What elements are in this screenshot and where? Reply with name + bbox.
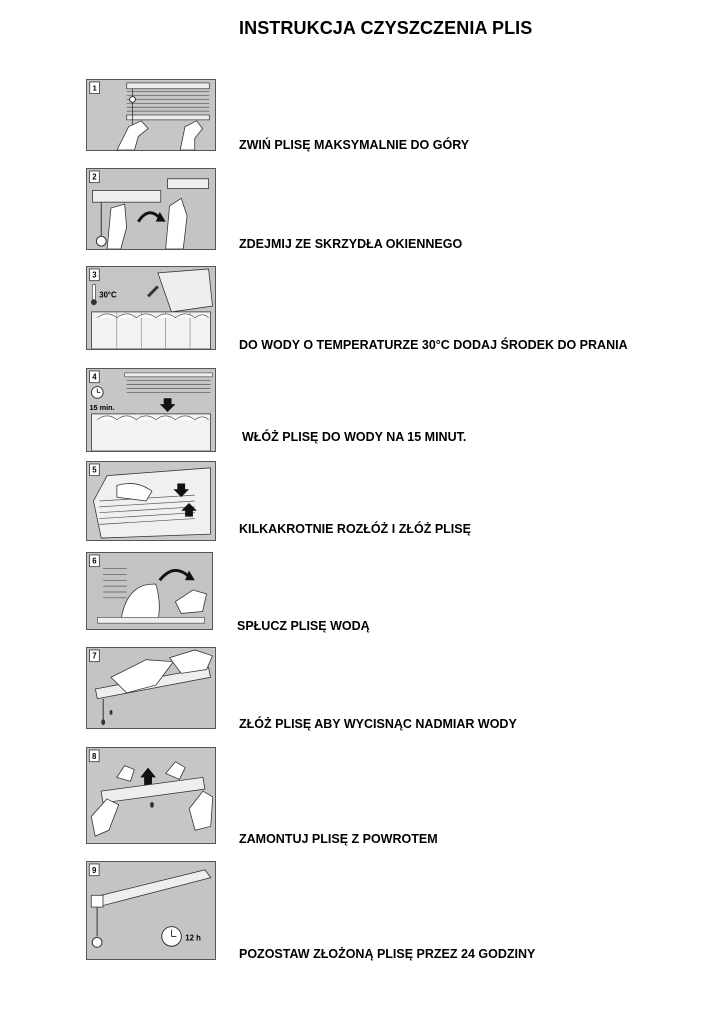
step-number: 6 <box>92 556 97 566</box>
step-1-text: ZWIŃ PLISĘ MAKSYMALNIE DO GÓRY <box>239 138 470 152</box>
step-2-text: ZDEJMIJ ZE SKRZYDŁA OKIENNEGO <box>239 237 463 251</box>
step-8-text: ZAMONTUJ PLISĘ Z POWROTEM <box>239 832 438 846</box>
clock-icon <box>91 387 103 399</box>
page-title: INSTRUKCJA CZYSZCZENIA PLIS <box>239 18 533 38</box>
step-number: 9 <box>91 865 97 875</box>
soak-blind-illustration <box>87 369 215 451</box>
step-6-illustration <box>86 552 213 630</box>
step-5-illustration <box>86 461 216 541</box>
step-1-illustration <box>86 79 216 151</box>
dry-folded-illustration <box>87 862 215 959</box>
reinstall-blind-illustration <box>87 748 215 843</box>
add-detergent-illustration <box>87 267 215 349</box>
remove-from-frame-illustration <box>87 169 215 249</box>
step-number: 5 <box>92 465 97 475</box>
step-5-text: KILKAKROTNIE ROZŁÓŻ I ZŁÓŻ PLISĘ <box>239 522 471 536</box>
blind-raise-illustration <box>87 80 215 150</box>
duration-label: 15 min. <box>89 403 115 412</box>
rinse-blind-illustration <box>87 553 212 629</box>
step-3-text: DO WODY O TEMPERATURZE 30°C DODAJ ŚRODEK DO PRANIA <box>239 338 628 352</box>
step-2-illustration <box>86 168 216 250</box>
step-6-text: SPŁUCZ PLISĘ WODĄ <box>237 619 370 633</box>
fold-unfold-illustration <box>87 462 215 540</box>
step-4-text: WŁÓŻ PLISĘ DO WODY NA 15 MINUT. <box>242 430 467 444</box>
step-number: 8 <box>92 751 97 761</box>
step-7-text: ZŁÓŻ PLISĘ ABY WYCISNĄC NADMIAR WODY <box>239 717 517 731</box>
step-number: 2 <box>92 172 97 182</box>
clock-icon <box>162 927 182 947</box>
step-9-text: POZOSTAW ZŁOŻONĄ PLISĘ PRZEZ 24 GODZINY <box>239 947 536 961</box>
squeeze-water-illustration <box>87 648 215 728</box>
step-8-illustration <box>86 747 216 844</box>
step-number: 1 <box>92 83 97 93</box>
step-4-illustration <box>86 368 216 452</box>
step-number: 7 <box>92 651 97 661</box>
step-3-illustration <box>86 266 216 350</box>
step-number: 4 <box>92 372 97 382</box>
step-number: 3 <box>92 270 97 280</box>
temperature-label: 30°C <box>99 290 117 300</box>
duration-label: 12 h <box>185 933 201 943</box>
step-9-illustration <box>86 861 216 960</box>
step-7-illustration <box>86 647 216 729</box>
